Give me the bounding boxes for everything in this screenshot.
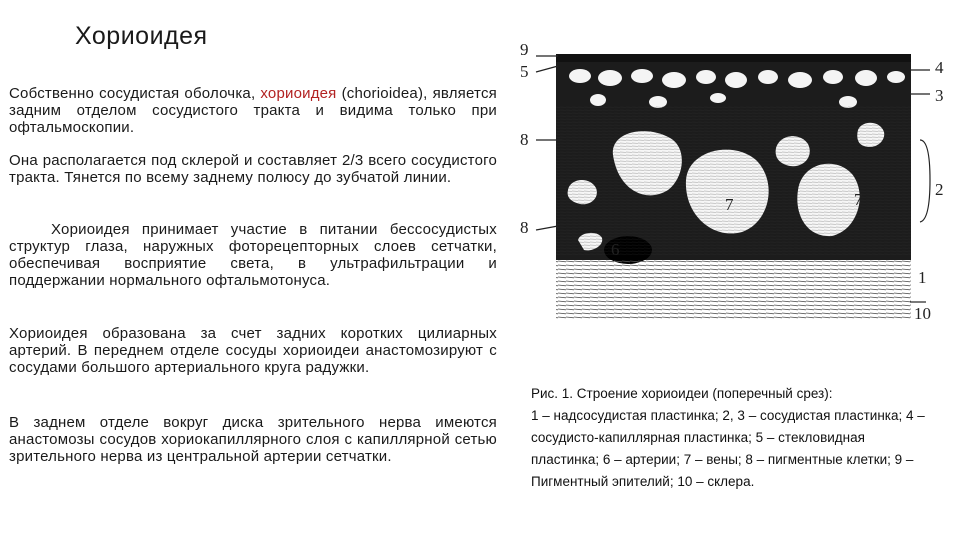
slide-title: Хориоидея [75,22,208,50]
label-6: 6 [611,240,620,259]
caption-body: 1 – надсосудистая пластинка; 2, 3 – сосудистая пластинка; 4 – сосудисто-капиллярная пластинка; 5 – стекловидная пластинка; 6 – артерии; 7 – вены; 8 – пигментные клетки; 9 – Пигментный эпителий; 10 – склера. [531,408,925,489]
label-8-top: 8 [520,130,529,149]
paragraph-blood-supply: Хориоидея образована за счет задних коротких цилиарных артерий. В переднем отделе сосуды хориоидеи анастомозируют с сосудами большого артериального круга радужки. [9,325,497,376]
choroid-drawing [518,40,958,340]
label-2: 2 [935,180,944,199]
choroid-cross-section-figure [518,40,958,340]
p1-text-before: Собственно сосудистая оболочка, [9,85,261,102]
label-9: 9 [520,40,529,59]
label-7-left: 7 [725,195,734,214]
caption-lead: Рис. 1. Строение хориоидеи (поперечный срез): [531,386,833,401]
paragraph-anastomoses: В заднем отделе вокруг диска зрительного нерва имеются анастомозы сосудов хориокапиллярного слоя с капиллярной сетью зрительного нерва из центральной артерии сетчатки. [9,414,497,465]
pigment-epithelium [556,54,911,62]
paragraph-definition [9,85,497,136]
label-7-right: 7 [854,190,863,209]
sclera [556,260,911,320]
paragraph-function: Хориоидея принимает участие в питании бессосудистых структур глаза, наружных фоторецепторных слоев сетчатки, обеспечивая восприятие света, в ультрафильтрации и поддержании нормального офтальмотонуса. [9,221,497,289]
label-5: 5 [520,62,529,81]
term-highlight: хориоидея [260,85,337,102]
label-3: 3 [935,86,944,105]
label-10: 10 [914,304,931,323]
label-4: 4 [935,58,944,77]
paragraph-location: Она располагается под склерой и составляет 2/3 всего сосудистого тракта. Тянется по всему заднему полюсу до зубчатой линии. [9,152,497,186]
label-8-bottom: 8 [520,218,529,237]
label-1: 1 [918,268,927,287]
figure-caption [531,383,931,493]
p1-text-after: (chorioidea), является задним отделом сосудистого тракта и видима только при офтальмоскопии. [9,85,497,136]
